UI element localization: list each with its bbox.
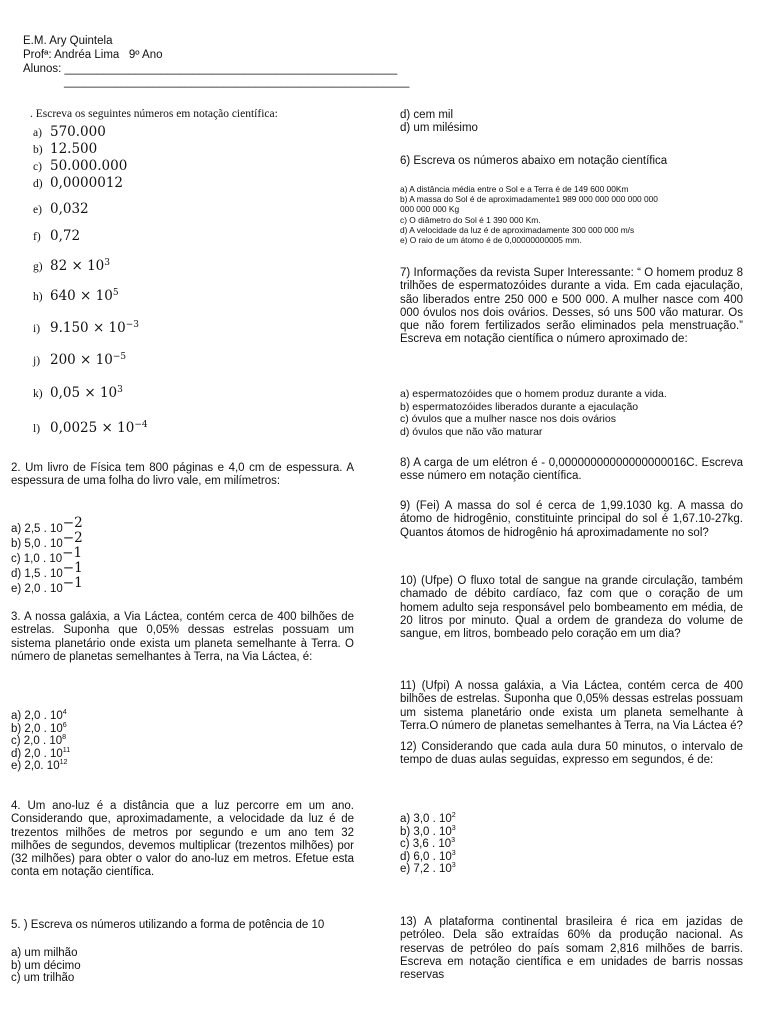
ex7-item-b: b) espermatozóides liberados durante a ejaculação [400, 400, 639, 413]
ex5-items-right [400, 109, 478, 134]
students-line-2: ______________________________________________________ [64, 76, 410, 88]
ex3-option-e: e) 2,0. $10^{12}$ [11, 758, 68, 772]
ex12-option-e: e) 7,2 . $10^3$ [400, 861, 456, 875]
ex1-item-number: 570.000 [50, 124, 106, 140]
ex1-item-exponent: −4 [134, 420, 148, 431]
ex2-option-d: d) 1,5 . $10^{-1}$ [11, 560, 83, 580]
school-name: E.M. Ary Quintela [23, 35, 113, 47]
ex13-text: 13) A plataforma continental brasileira é rica em jazidas de petróleo. Dela são extraídas 60% da produção nacional. As reservas de petróleo do país somam 2,816 milhões de barris. Escreva em notação científica e em unidades de barris nossas reservas [400, 916, 743, 982]
ex10-text: 10) (Ufpe) O fluxo total de sangue na grande circulação, também chamado de débito cardíaco, faz com que o coração de um homem adulto seja responsável pelo bombeamento em média, de 20 litros por minuto. Qual a ordem de grandeza do volume de sangue, em litros, bombeado pelo coração em um dia? [400, 575, 743, 641]
ex1-item-exponent: −3 [125, 320, 140, 331]
ex5-item-a: a) um milhão [11, 947, 78, 959]
ex1-item [33, 175, 123, 191]
ex1-item-number: 0,032 [50, 201, 89, 217]
ex1-item [33, 158, 127, 174]
ex2-option-a: a) 2,5 . $10^{-2}$ [11, 515, 83, 535]
ex1-item-exponent: 3 [117, 385, 123, 396]
ex7-text: 7) Informações da revista Super Interessante: “ O homem produz 8 trilhões de espermatozóides durante a vida. Em cada ejaculação, são liberados entre 250 000 e 500 000. A mulher nasce com 400 000 óvulos nos dois ovários. Desses, só uns 500 vão maturar. Os que não forem fertilizados serão eliminados pela menstruação.” Escreva em notação científica o número aproximado de: [400, 267, 743, 346]
ex1-item-label: j) [33, 355, 41, 367]
ex1-item-exponent: −5 [112, 352, 127, 363]
ex1-item [33, 320, 139, 336]
ex1-item-label: a) [33, 127, 42, 139]
ex2-options [11, 515, 83, 597]
ex7-items [400, 388, 667, 438]
ex1-item-number: 12.500 [50, 141, 98, 157]
ex6-title: 6) Escreva os números abaixo em notação científica [400, 155, 668, 167]
ex4-text: 4. Um ano-luz é a distância que a luz percorre em um ano. Considerando que, aproximadamente, a velocidade da luz é de trezentos milhões de metros por segundo e um ano tem 32 milhões de segundos, devemos multiplicar (trezentos milhões) por (32 milhões) para obter o valor do ano-luz em metros. Efetue esta conta em notação científica. [11, 800, 354, 879]
ex3-option-a: a) 2,0 . $10^4$ [11, 708, 67, 722]
ex1-item [33, 124, 106, 140]
ex1-item [33, 141, 97, 157]
ex1-item-label: l) [33, 423, 41, 435]
ex5-item-b: b) um décimo [11, 959, 81, 972]
ex1-item-number: 0,0025 × 10 [50, 420, 135, 436]
ex8-text: 8) A carga de um elétron é - 0,00000000000000000016C. Escreva esse número em notação científica. [400, 457, 743, 483]
ex6-item-b-cont: 000 000 000 Kg [400, 204, 460, 215]
ex7-item-a: a) espermatozóides que o homem produz durante a vida. [400, 388, 667, 400]
ex7-item-d: d) óvulos que não vão maturar [400, 425, 543, 438]
ex1-item-label: k) [33, 388, 43, 400]
ex1-item-label: e) [33, 204, 42, 216]
ex1-item-label: b) [33, 144, 43, 156]
ex1-item [33, 352, 126, 368]
students-line: Alunos: ____________________________________________________ [23, 63, 398, 75]
ex1-item-number: 0,0000012 [50, 175, 124, 191]
ex12-option-a: a) 3,0 . $10^2$ [400, 811, 456, 825]
ex1-item [33, 385, 123, 401]
ex1-item-number: 9.150 × 10 [50, 320, 126, 336]
ex6-item-e: e) O raio de um átomo é de 0,00000000005 mm. [400, 235, 582, 246]
ex1-item-label: f) [33, 231, 41, 243]
ex1-item-number: 200 × 10 [50, 352, 113, 368]
ex2-option-e: e) 2,0 . $10^{-1}$ [11, 575, 83, 595]
ex1-item-number: 50.000.000 [50, 158, 128, 174]
ex3-option-b: b) 2,0 . $10^6$ [11, 720, 67, 735]
ex1-item [33, 201, 89, 217]
ex1-item-exponent: 5 [112, 288, 119, 299]
ex2-option-b: b) 5,0 . $10^{-2}$ [11, 530, 83, 550]
ex1-item-label: g) [33, 261, 43, 273]
ex1-item-number: 640 × 10 [50, 288, 113, 304]
ex3-option-c: c) 2,0 . $10^8$ [11, 733, 67, 747]
ex1-item-label: i) [33, 323, 41, 335]
ex2-option-c: c) 1,0 . $10^{-1}$ [11, 545, 83, 565]
ex12-options [400, 813, 456, 876]
ex12-text: 12) Considerando que cada aula dura 50 minutos, o intervalo de tempo de duas aulas seguidas, expresso em segundos, é de: [400, 741, 743, 767]
ex5-items-left [11, 947, 81, 985]
ex1-item-label: h) [33, 291, 43, 303]
ex1-item [33, 258, 110, 274]
ex2-text: 2. Um livro de Física tem 800 páginas e 4,0 cm de espessura. A espessura de uma folha do livro vale, em milímetros: [11, 462, 354, 488]
ex9-text: 9) (Fei) A massa do sol é cerca de 1,99.1030 kg. A massa do átomo de hidrogênio, constituinte principal do sol é 1,67.10-27kg. Quantos átomos de hidrogênio há aproximadamente no sol? [400, 500, 743, 539]
ex1-item-number: 0,72 [50, 228, 81, 244]
ex1-item-label: c) [33, 161, 42, 173]
ex3-option-d: d) 2,0 . $10^{11}$ [11, 745, 71, 760]
ex6-item-a: a) A distância média entre o Sol e a Terra é de 149 600 00Km [400, 184, 629, 194]
ex6-item-c: c) O diâmetro do Sol é 1 390 000 Km. [400, 214, 541, 225]
ex6-item-d: d) A velocidade da luz é de aproximadamente 300 000 000 m/s [400, 224, 635, 235]
ex6-items [400, 184, 658, 245]
ex11-text: 11) (Ufpi) A nossa galáxia, a Via Láctea, contém cerca de 400 bilhões de estrelas. Suponha que 0,05% dessas estrelas possuam um sistema planetário onde exista um planeta semelhante à Terra.O número de planetas semelhantes à Terra, na Via Láctea é? [400, 680, 743, 732]
ex5-item-d2: d) um milésimo [400, 121, 478, 134]
ex5-item-c: c) um trilhão [11, 972, 75, 984]
ex1-item-number: 0,05 × 10 [50, 385, 118, 401]
ex3-text: 3. A nossa galáxia, a Via Láctea, contém cerca de 400 bilhões de estrelas. Suponha que 0,05% dessas estrelas possuam um sistema planetário onde exista um planeta semelhante à Terra. O número de planetas semelhantes à Terra, na Via Láctea, é: [11, 611, 354, 663]
teacher-line: Profª: Andréa Lima 9º Ano [23, 49, 163, 61]
ex12-option-c: c) 3,6 . $10^3$ [400, 836, 456, 850]
ex1-item-label: d) [33, 178, 43, 190]
ex5-item-d: d) cem mil [400, 109, 454, 121]
ex5-text: 5. ) Escreva os números utilizando a forma de potência de 10 [11, 919, 325, 931]
ex1-title: . Escreva os seguintes números em notação científica: [30, 108, 278, 120]
ex3-options [11, 710, 70, 773]
ex12-option-d: d) 6,0 . $10^3$ [400, 848, 456, 863]
ex1-item [33, 288, 119, 304]
ex7-item-c: c) óvulos que a mulher nasce nos dois ovários [400, 413, 616, 426]
ex6-item-b: b) A massa do Sol é de aproximadamente1 989 000 000 000 000 000 [400, 194, 658, 205]
ex1-item-number: 82 × 10 [50, 258, 105, 274]
ex1-item [33, 228, 80, 244]
ex1-item-exponent: 3 [104, 258, 110, 269]
ex12-option-b: b) 3,0 . $10^3$ [400, 823, 456, 838]
ex1-item [33, 420, 148, 436]
